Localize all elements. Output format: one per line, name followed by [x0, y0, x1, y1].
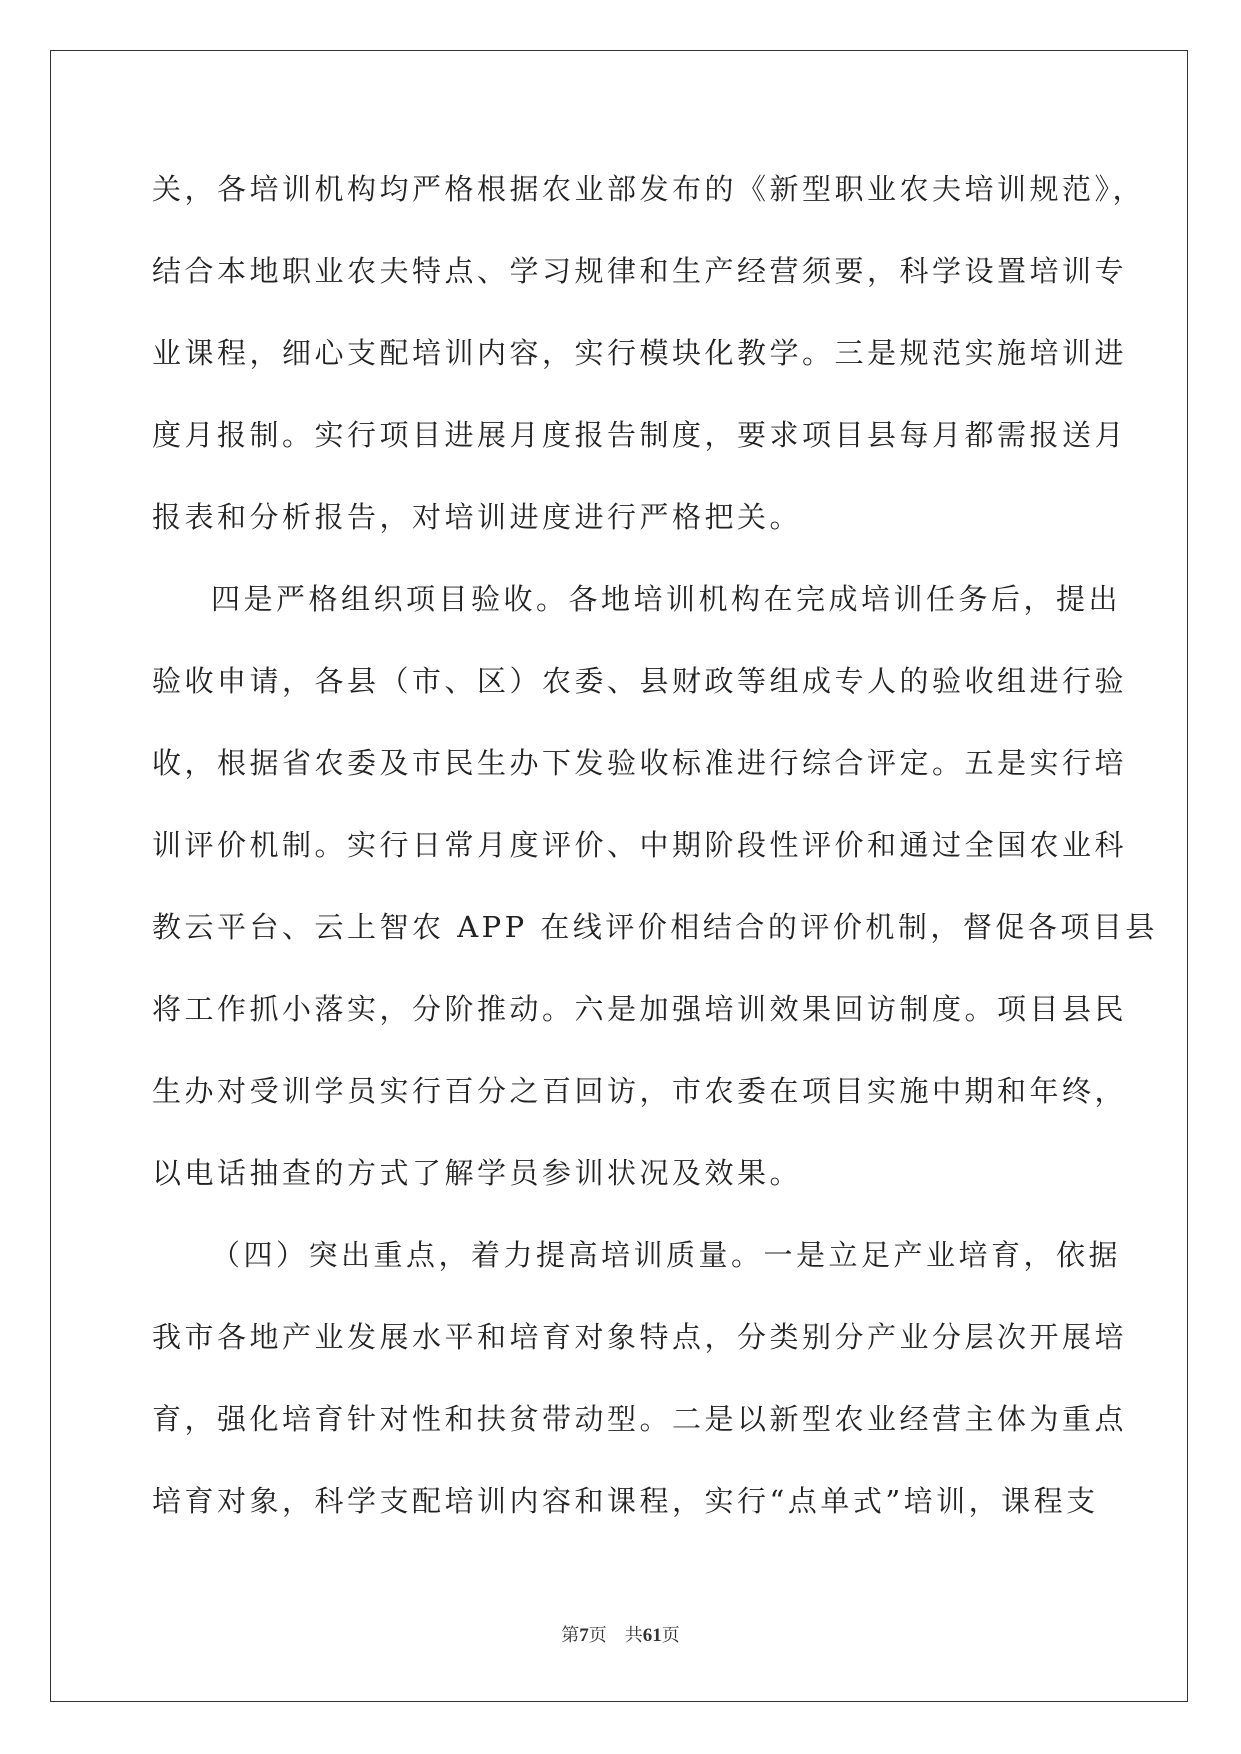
text-line: 关，各培训机构均严格根据农业部发布的《新型职业农夫培训规范》， — [152, 172, 1146, 206]
text-line: 结合本地职业农夫特点、学习规律和生产经营须要，科学设置培训专 — [152, 254, 1128, 288]
text-line: 将工作抓小落实，分阶推动。六是加强培训效果回访制度。项目县民 — [152, 992, 1128, 1026]
total-suffix: 页 — [661, 1625, 680, 1646]
page-suffix: 页 — [588, 1625, 607, 1646]
text-line: 以电话抽查的方式了解学员参训状况及效果。 — [152, 1156, 803, 1190]
text-line: 收，根据省农委及市民生办下发验收标准进行综合评定。五是实行培 — [152, 746, 1128, 780]
text-line: 报表和分析报告，对培训进度进行严格把关。 — [152, 500, 803, 534]
document-body — [152, 160, 1158, 1554]
total-pages-number: 61 — [642, 1625, 662, 1646]
paragraph-first-line: 四是严格组织项目验收。各地培训机构在完成培训任务后，提出 — [211, 582, 1122, 616]
text-line: 验收申请，各县（市、区）农委、县财政等组成专人的验收组进行验 — [152, 664, 1128, 698]
text-line: 训评价机制。实行日常月度评价、中期阶段性评价和通过全国农业科 — [152, 828, 1128, 862]
text-line: 育，强化培育针对性和扶贫带动型。二是以新型农业经营主体为重点 — [152, 1402, 1128, 1436]
paragraph-first-line: （四）突出重点，着力提高培训质量。一是立足产业培育，依据 — [211, 1238, 1122, 1272]
current-page-number: 7 — [579, 1625, 589, 1646]
page-prefix: 第 — [561, 1625, 580, 1646]
text-line: 生办对受训学员实行百分之百回访，市农委在项目实施中期和年终， — [152, 1074, 1128, 1108]
text-line: 度月报制。实行项目进展月度报告制度，要求项目县每月都需报送月 — [152, 418, 1128, 452]
text-line: 业课程，细心支配培训内容，实行模块化教学。三是规范实施培训进 — [152, 336, 1128, 370]
text-line: 培育对象，科学支配培训内容和课程，实行“点单式”培训，课程支 — [152, 1484, 1099, 1518]
page-footer — [0, 1624, 1241, 1648]
text-line: 教云平台、云上智农 APP 在线评价相结合的评价机制，督促各项目县 — [152, 910, 1158, 944]
total-prefix: 共 — [624, 1625, 643, 1646]
text-line: 我市各地产业发展水平和培育对象特点，分类别分产业分层次开展培 — [152, 1320, 1128, 1354]
